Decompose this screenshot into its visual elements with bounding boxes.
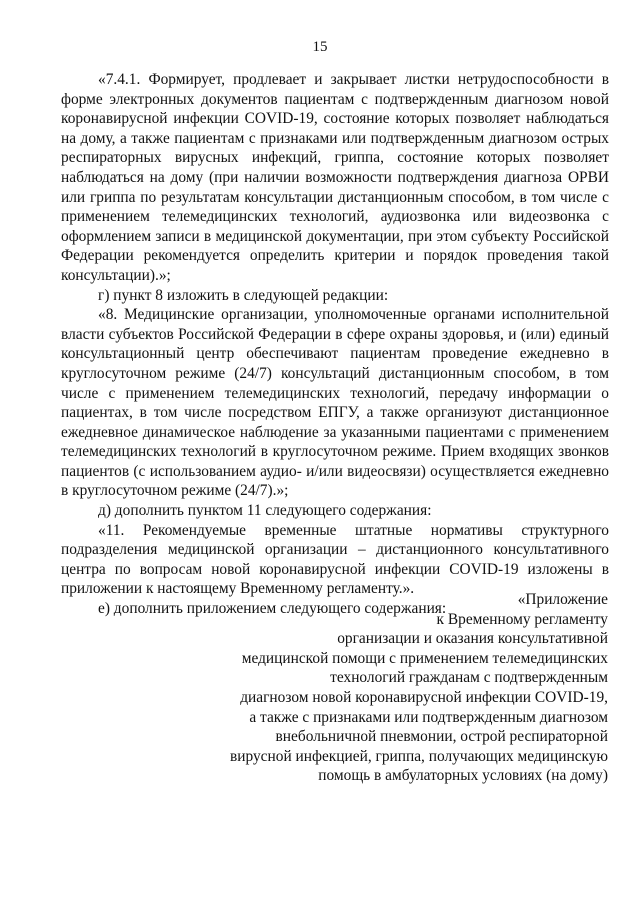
appendix-header [188, 590, 608, 786]
appendix-line: вирусной инфекцией, гриппа, получающих медицинскую [229, 747, 608, 765]
appendix-line: а также с признаками или подтвержденным диагнозом [249, 708, 608, 726]
appendix-line: диагнозом новой коронавирусной инфекции COVID-19, [240, 688, 608, 706]
appendix-line: к Временному регламенту [436, 610, 608, 628]
appendix-line: медицинской помощи с применением телемедицинских [241, 649, 608, 667]
appendix-line: технологий гражданам с подтвержденным [330, 669, 608, 687]
appendix-line: «Приложение [517, 591, 608, 608]
paragraph-item-e: е) дополнить приложением следующего содержания: [98, 600, 447, 618]
paragraph-point-11: «11. Рекомендуемые временные штатные нормативы структурного подразделения медицинской организации – дистанционного консультативного центра по вопросам новой коронавирусной инфекции COVID-19 изложены в приложении к настоящему Временному регламенту.». [61, 521, 609, 598]
paragraph-point-8: «8. Медицинские организации, уполномоченные органами исполнительной власти субъектов Российской Федерации в сфере охраны здоровья, и (или) единый консультационный центр обеспечивают пациентам проведение ежедневно в круглосуточном режиме (24/7) консультаций дистанционным способом, в том числе с применением телемедицинских технологий, передачу информации о пациентах, в том числе посредством ЕПГУ, а также организуют дистанционное ежедневное динамическое наблюдение за указанными пациентами с применением телемедицинских технологий в круглосуточном режиме. Прием входящих звонков пациентов (с использованием аудио- и/или видеосвязи) осуществляется ежедневно в круглосуточном режиме (24/7).»; [61, 306, 609, 500]
document-body [61, 70, 609, 619]
page-number: 15 [312, 39, 328, 55]
paragraph-7-4-1: «7.4.1. Формирует, продлевает и закрывает листки нетрудоспособности в форме электронных документов пациентам с подтвержденным диагнозом новой коронавирусной инфекции COVID-19, состояние которых позволяет наблюдаться на дому, а также пациентам с признаками или подтвержденным диагнозом острых респираторных вирусных инфекций, гриппа, состояние которых позволяет наблюдаться на дому (при наличии возможности подтверждения диагноза ОРВИ или гриппа по результатам консультации дистанционным способом, в том числе с применением телемедицинских технологий, аудиозвонка или видеозвонка с оформлением записи в медицинской документации, при этом субъекту Российской Федерации рекомендуется определить критерии и порядок проведения такой консультации).»; [61, 71, 609, 284]
paragraph-item-g: г) пункт 8 изложить в следующей редакции: [98, 286, 389, 304]
paragraph-item-d: д) дополнить пунктом 11 следующего содержания: [98, 502, 432, 520]
appendix-line: организации и оказания консультативной [337, 630, 608, 648]
appendix-line: внебольничной пневмонии, острой респираторной [275, 728, 608, 746]
appendix-line: помощь в амбулаторных условиях (на дому) [318, 767, 608, 785]
